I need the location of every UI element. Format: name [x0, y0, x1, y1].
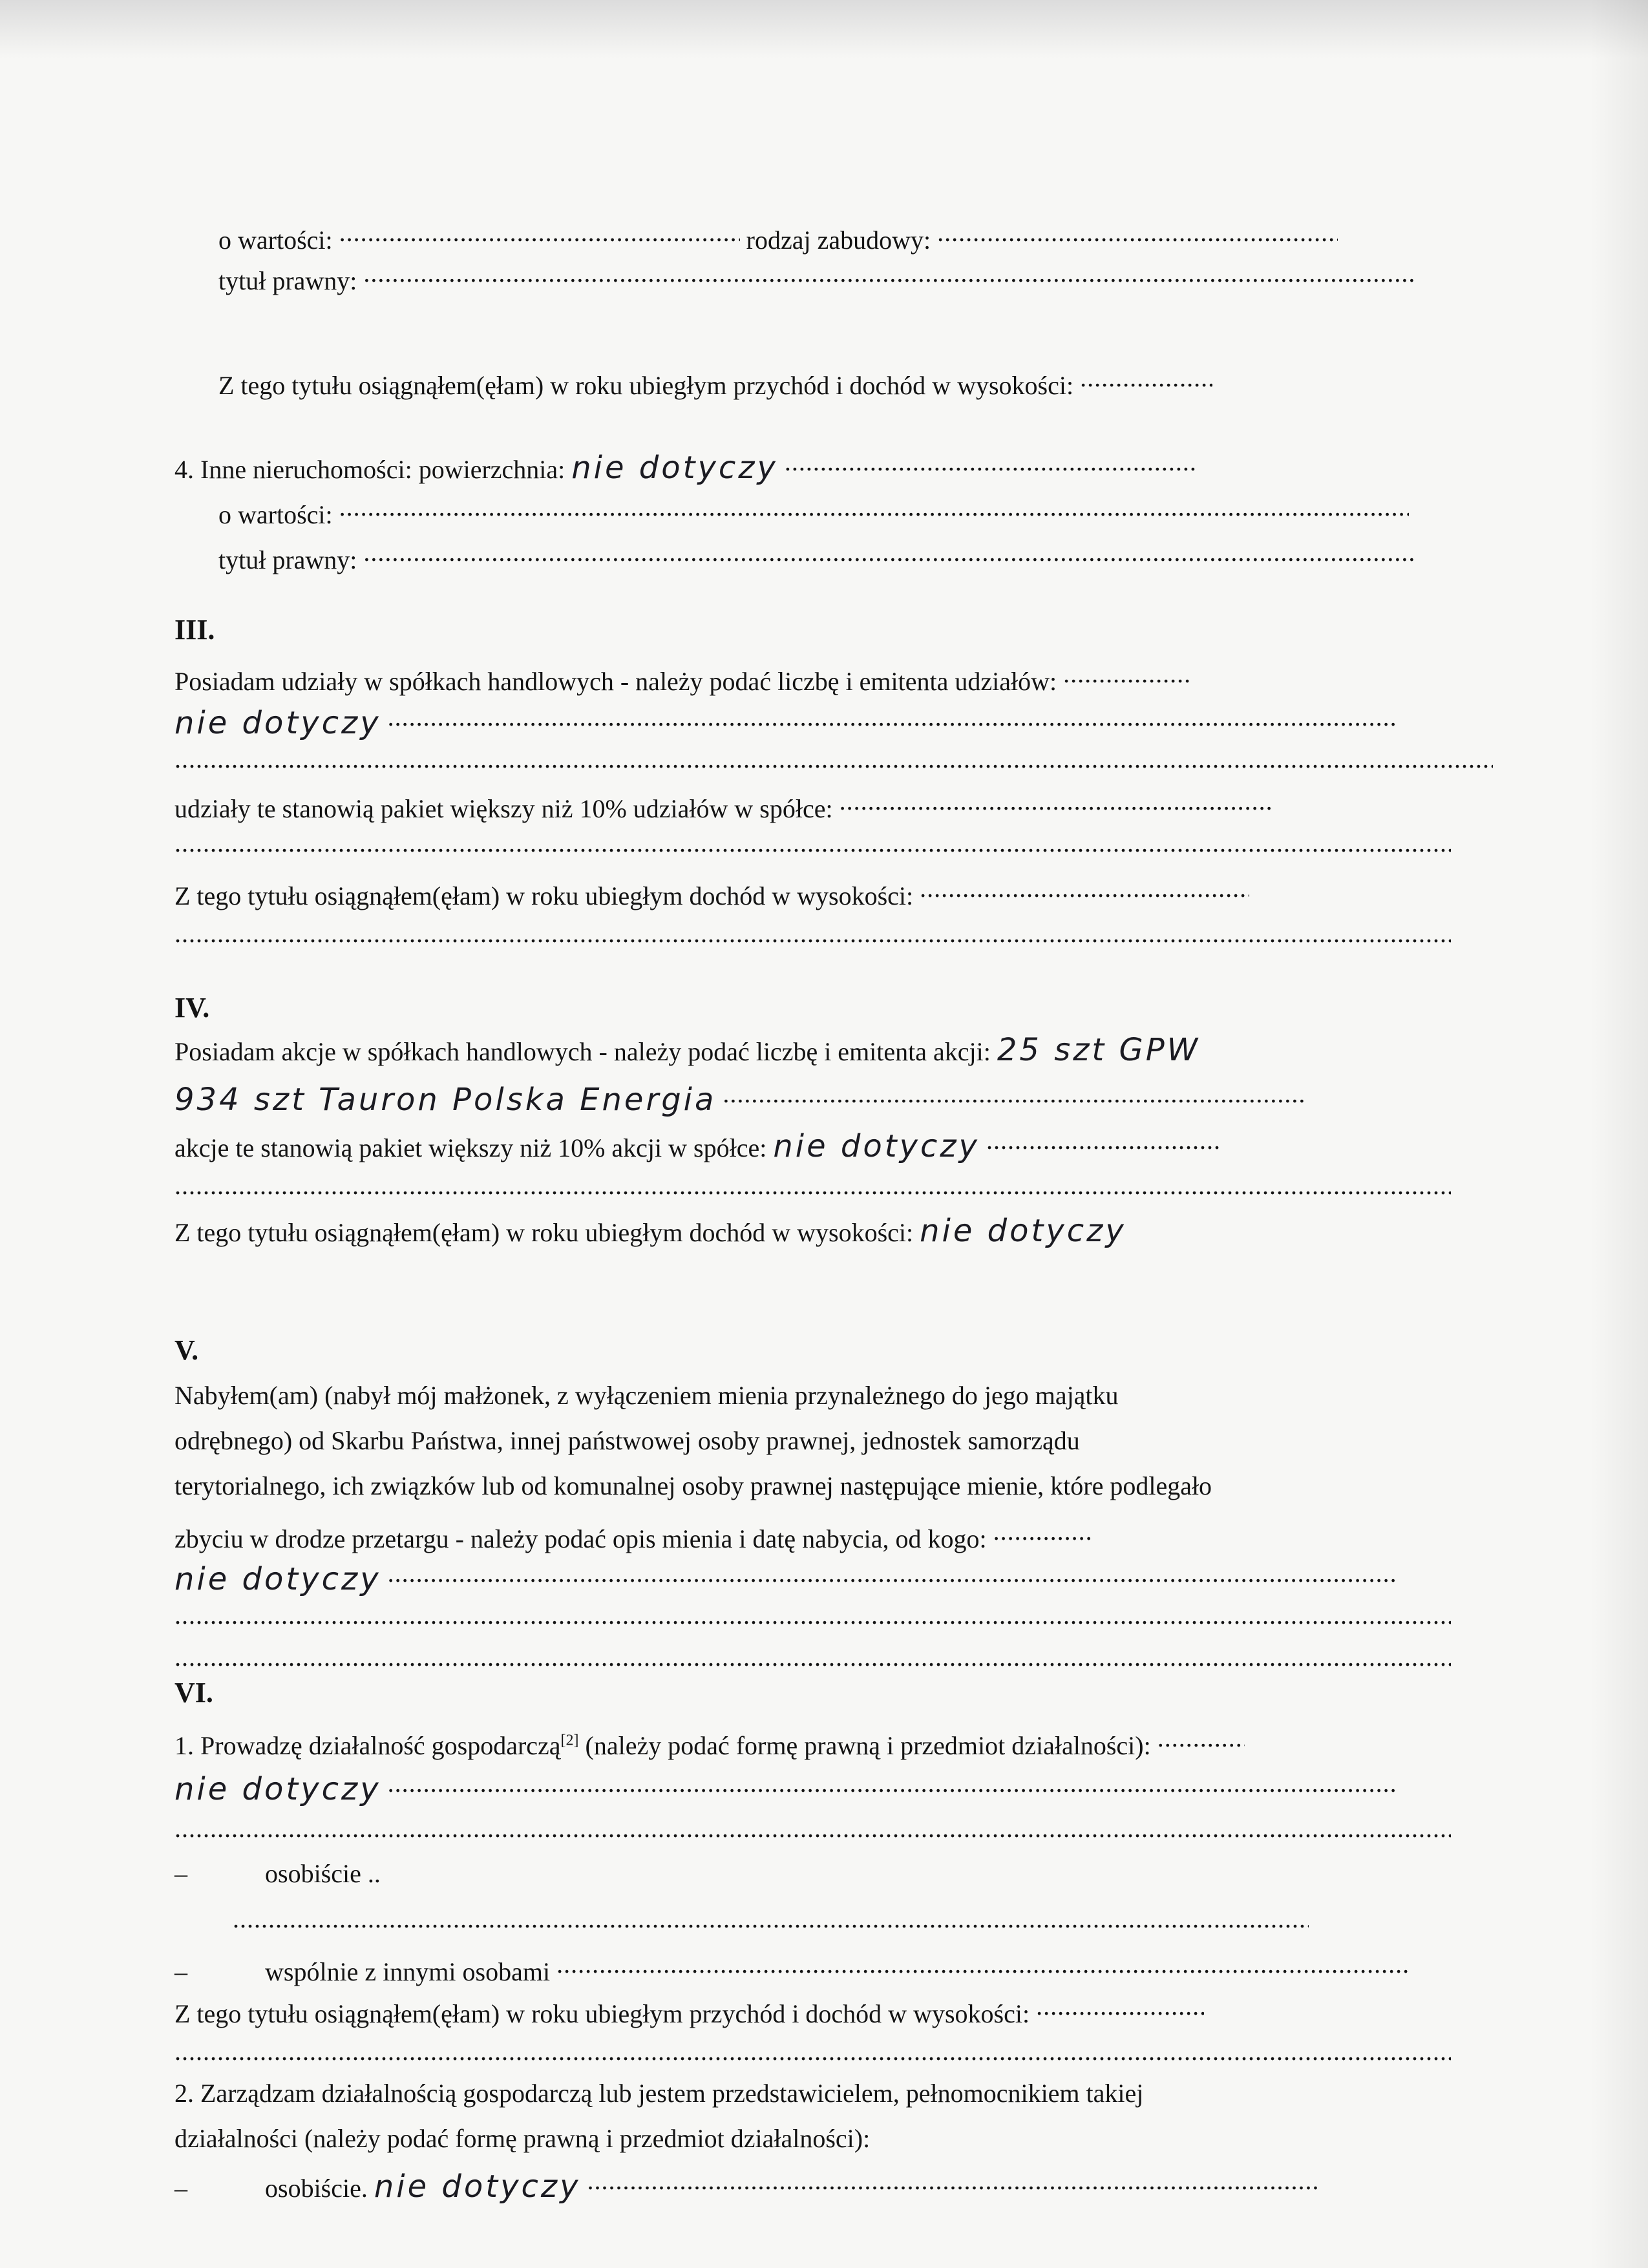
item1-pre: 1. Prowadzę działalność gospodarczą: [174, 1731, 561, 1760]
wartosci2-row: [218, 491, 1511, 531]
section-5-hw-row: [174, 1557, 1467, 1597]
section-5-handwriting: nie dotyczy: [174, 1561, 381, 1597]
shares-field[interactable]: [1063, 658, 1192, 690]
item4-label: 4. Inne nieruchomości:: [174, 455, 412, 484]
item1-income-row: [174, 1990, 1467, 2030]
akcje-field[interactable]: [723, 1078, 1304, 1110]
osobiscie-field[interactable]: [233, 1903, 1309, 1935]
section-5-heading: V.: [174, 1334, 199, 1366]
wartosci-label: o wartości:: [218, 226, 333, 255]
shares-row: [174, 658, 1467, 698]
zabudowy-field[interactable]: [937, 216, 1338, 249]
item1-hw-row: [174, 1767, 1467, 1807]
wartosci-row: [218, 216, 1511, 257]
tytul2-field[interactable]: [363, 536, 1413, 569]
page-crease: [1590, 0, 1648, 2268]
item1-income-field-2[interactable]: [174, 2035, 1451, 2068]
scan-shadow: [0, 0, 1648, 58]
tytul-label: tytuł prawny:: [218, 266, 357, 295]
akcje-pakiet-row: [174, 1124, 1467, 1164]
osobiscie-label: osobiście ..: [265, 1859, 381, 1888]
section-5-field-3[interactable]: [174, 1599, 1451, 1632]
akcje-pakiet-text: akcje te stanowią pakiet większy niż 10% akcji w spółce:: [174, 1133, 767, 1162]
akcje-handwriting-2: 934 szt Tauron Polska Energia: [174, 1082, 717, 1118]
osobiscie-blank-row: [233, 1903, 1525, 1943]
shares-field-3[interactable]: [174, 743, 1493, 775]
dash-1: –: [174, 1859, 187, 1888]
section-5-line-3: terytorialnego, ich związków lub od komunalnej osoby prawnej następujące mienie, które podlegało: [174, 1471, 1212, 1500]
shares-hw-row: [174, 701, 1467, 741]
shares-pakiet-row: [174, 785, 1467, 825]
shares-income-row: [174, 872, 1467, 912]
osobiscie-row: [174, 1858, 1467, 1890]
shares-income-text: Z tego tytułu osiągnąłem(ęłam) w roku ubiegłym dochód w wysokości:: [174, 881, 914, 910]
section-5-line-1: Nabyłem(am) (nabył mój małżonek, z wyłączeniem mienia przynależnego do jego majątku: [174, 1381, 1119, 1410]
shares-pakiet-field[interactable]: [840, 785, 1273, 817]
wspolnie-row: [174, 1948, 1467, 1988]
section-5-blank-row-2: [174, 1641, 1467, 1681]
akcje-income-handwriting: nie dotyczy: [920, 1213, 1126, 1249]
shares-text: Posiadam udziały w spółkach handlowych - należy podać liczbę i emitenta udziałów:: [174, 667, 1057, 696]
powierzchnia-field[interactable]: [785, 446, 1198, 478]
footnote-ref[interactable]: [2]: [560, 1732, 579, 1749]
akcje-hw-row: [174, 1078, 1467, 1118]
akcje-pakiet-field[interactable]: [986, 1124, 1219, 1157]
akcje-handwriting-1: 25 szt GPW: [997, 1032, 1201, 1068]
wartosci2-label: o wartości:: [218, 500, 333, 529]
section-5-field[interactable]: [993, 1515, 1090, 1548]
item1-blank-row: [174, 1812, 1467, 1853]
income-text-2: Z tego tytułu osiągnąłem(ęłam) w roku ubiegłym przychód i dochód w wysokości:: [218, 371, 1074, 400]
shares-blank-row: [174, 743, 1467, 783]
tytul-row: [218, 257, 1511, 297]
item2-line-2: działalności (należy podać formę prawną i przedmiot działalności):: [174, 2124, 871, 2153]
item4-row: [174, 446, 1467, 486]
item4-handwriting: nie dotyczy: [571, 450, 778, 486]
shares-pakiet-text: udziały te stanowią pakiet większy niż 10% udziałów w spółce:: [174, 794, 833, 823]
tytul-field[interactable]: [363, 257, 1413, 289]
item1-field[interactable]: [1157, 1722, 1245, 1754]
akcje-blank-row: [174, 1170, 1467, 1210]
wspolnie-field[interactable]: [556, 1948, 1410, 1980]
shares-blank-row-2: [174, 827, 1467, 867]
akcje-field-2[interactable]: [174, 1170, 1451, 1202]
tytul2-row: [218, 536, 1511, 576]
dash-3: –: [174, 2174, 187, 2203]
section-5-field-4[interactable]: [174, 1641, 1451, 1674]
osobiscie2-label: osobiście.: [265, 2174, 368, 2203]
item1-field-2[interactable]: [388, 1767, 1396, 1800]
shares-field-4[interactable]: [174, 827, 1451, 859]
item1-row: [174, 1722, 1467, 1762]
item1-income-text: Z tego tytułu osiągnąłem(ęłam) w roku ubiegłym przychód i dochód w wysokości:: [174, 1999, 1030, 2028]
shares-handwriting: nie dotyczy: [174, 705, 381, 741]
akcje-row: [174, 1034, 1467, 1068]
akcje-income-row: [174, 1215, 1467, 1249]
zabudowy-label: rodzaj zabudowy:: [746, 226, 931, 255]
section-5-blank-row: [174, 1599, 1467, 1639]
akcje-text: Posiadam akcje w spółkach handlowych - należy podać liczbę i emitenta akcji:: [174, 1037, 991, 1066]
osobiscie2-field[interactable]: [587, 2165, 1317, 2197]
income-field-2[interactable]: [1080, 362, 1212, 394]
item1-post: (należy podać formę prawną i przedmiot działalności):: [578, 1731, 1151, 1760]
item1-field-3[interactable]: [174, 1812, 1451, 1845]
section-4-heading: IV.: [174, 992, 210, 1024]
shares-field-5[interactable]: [174, 918, 1451, 950]
shares-blank-row-3: [174, 918, 1467, 958]
dash-2: –: [174, 1957, 187, 1986]
item1-income-blank-row: [174, 2035, 1467, 2075]
income-row-2: [218, 362, 1511, 402]
section-5-line-4-text: zbyciu w drodze przetargu - należy podać opis mienia i datę nabycia, od kogo:: [174, 1524, 987, 1553]
shares-income-field[interactable]: [920, 872, 1249, 905]
osobiscie2-handwriting: nie dotyczy: [374, 2168, 581, 2205]
wspolnie-label: wspólnie z innymi osobami: [265, 1957, 551, 1986]
powierzchnia-label: powierzchnia:: [418, 455, 565, 484]
item1-handwriting: nie dotyczy: [174, 1771, 381, 1807]
section-5-line-2: odrębnego) od Skarbu Państwa, innej państwowej osoby prawnej, jednostek samorządu: [174, 1426, 1080, 1455]
wartosci-field[interactable]: [339, 216, 740, 249]
akcje-pakiet-handwriting: nie dotyczy: [773, 1128, 980, 1164]
section-5-field-2[interactable]: [388, 1557, 1396, 1590]
section-5-line-4: [174, 1515, 1467, 1555]
item2-line-1: 2. Zarządzam działalnością gospodarczą lub jestem przedstawicielem, pełnomocnikiem takiej: [174, 2079, 1144, 2108]
shares-field-2[interactable]: [388, 701, 1396, 733]
section-3-heading: III.: [174, 614, 215, 646]
akcje-income-text: Z tego tytułu osiągnąłem(ęłam) w roku ubiegłym dochód w wysokości:: [174, 1218, 914, 1247]
wartosci2-field[interactable]: [339, 491, 1409, 523]
tytul2-label: tytuł prawny:: [218, 545, 357, 574]
osobiscie2-row: [174, 2165, 1467, 2205]
section-6-heading: VI.: [174, 1677, 213, 1708]
item1-income-field[interactable]: [1036, 1990, 1204, 2022]
